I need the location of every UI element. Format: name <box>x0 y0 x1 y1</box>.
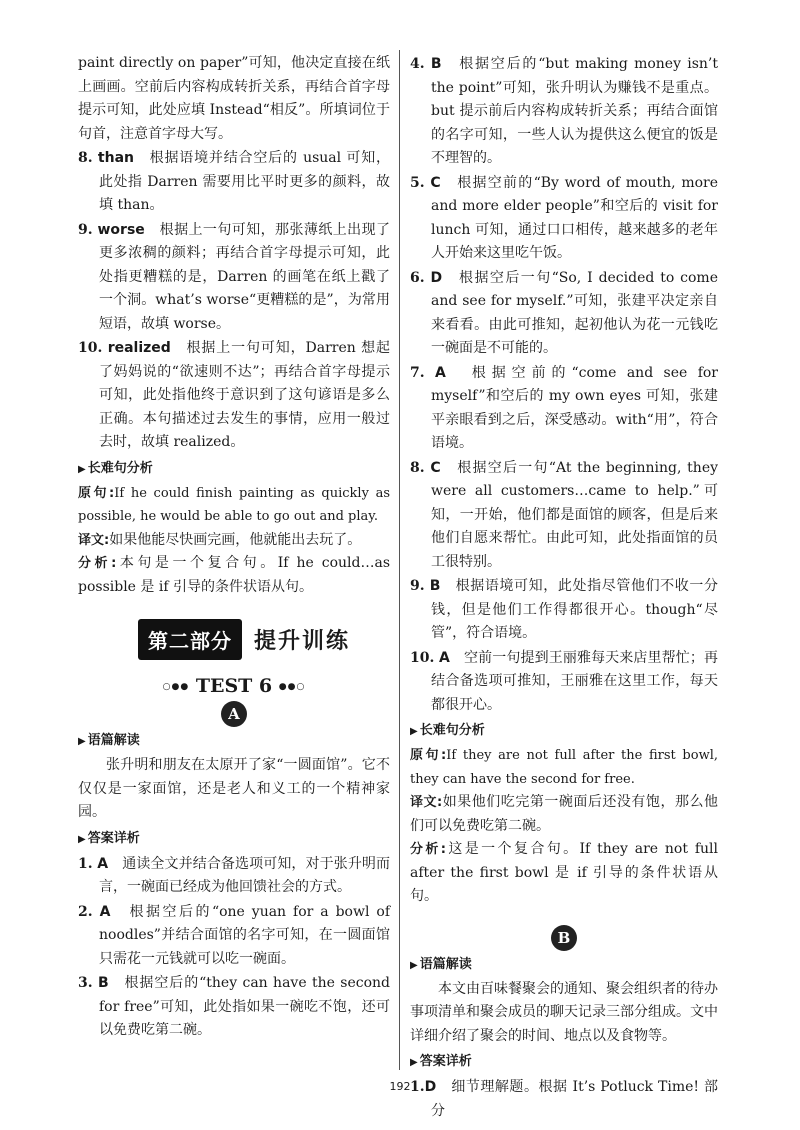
item-answer: than <box>97 150 134 166</box>
reading-summary: 本文由百味餐聚会的通知、聚会组织者的待办事项清单和聚会成员的聊天记录三部分组成。文中详细介绍了聚会的时间、地点以及食物等。 <box>410 980 718 1044</box>
item-explanation: 根据语境并结合空后的 usual 可知，此处指 Darren 需要用比平时更多的颜料，故填 than。 <box>99 150 391 213</box>
item-number: 8. <box>410 459 425 476</box>
item-answer: C <box>430 174 441 191</box>
item-number: 6. <box>410 269 425 286</box>
column-divider <box>399 50 400 1070</box>
list-item <box>410 362 718 456</box>
list-item <box>410 575 718 646</box>
item-answer: worse <box>97 221 145 238</box>
item-explanation: 根据上一句可知，那张薄纸上出现了更多浓稠的颜料；再结合首字母提示可知，此处指更糟糕的是，Darren 的画笔在纸上戳了一个洞。what’s worse“更糟糕的是”，为常用短语，故填 worse。 <box>99 221 391 332</box>
item-number: 1. <box>78 855 93 872</box>
item-number: 9. <box>78 221 93 238</box>
item-number: 9. <box>410 578 425 594</box>
item-answer: A <box>99 903 111 920</box>
vocab-answers <box>78 147 390 455</box>
item-number: 4. <box>410 56 425 72</box>
list-item <box>410 457 718 575</box>
triangle-icon: ▶ <box>78 736 86 747</box>
list-item: 1.D 细节理解题。根据 It’s Potluck Time! 部分 <box>410 1079 718 1119</box>
list-item <box>78 337 390 455</box>
item-number: 5. <box>410 174 425 191</box>
item-explanation: 根据空后的“they can have the second for free”可知，此处指如果一碗吃不饱，还可以免费吃第二碗。 <box>99 975 391 1038</box>
list-item <box>410 647 718 718</box>
triangle-icon: ▶ <box>78 463 86 475</box>
section-b-badge: B <box>551 925 577 951</box>
original-sentence: 原句:If they are not full after the first bowl, they can have the second for free. <box>410 748 718 787</box>
translation: 译文:如果他能尽快画完画，他就能出去玩了。 <box>78 531 362 548</box>
item-number: 2. <box>78 903 93 920</box>
item-answer: realized <box>107 340 171 356</box>
intro-paragraph: paint directly on paper”可知，他决定直接在纸上画画。空前后内容构成转折关系，再结合首字母提示可知，此处应填 Instead“相反”。所填词位于句首，注意首字母大写。 <box>78 55 390 142</box>
page-number: 192 <box>389 1080 411 1093</box>
list-item <box>78 147 390 218</box>
list-item <box>410 53 718 171</box>
section-a-badge: A <box>221 701 247 727</box>
item-explanation: 根据空后的“one yuan for a bowl of noodles”并结合面馆的名字可知，在一圆面馆只需花一元钱就可以吃一碗面。 <box>99 903 391 967</box>
item-number: 8. <box>78 150 93 166</box>
part-label: 第二部分 <box>138 619 242 660</box>
item-explanation: 根据空后一句“At the beginning, they were all customers…came to help.”可知，一开始，他们都是面馆的顾客，但是后来他们自愿来帮忙。由此可知，此处指面馆的员工很特别。 <box>431 459 719 570</box>
reading-heading: ▶ 语篇解读 <box>78 733 140 748</box>
list-item <box>78 972 390 1043</box>
item-answer: A <box>438 649 450 666</box>
item-explanation: 根据空后一句“So, I decided to come and see for myself.”可知，张建平决定亲自来看看。由此可推知，起初他认为花一元钱吃一碗面是不可能的。 <box>431 269 718 356</box>
list-item <box>410 172 718 266</box>
item-explanation: 根据上一句可知，Darren 想起了妈妈说的“欲速则不达”；再结合首字母提示可知，此处指他终于意识到了这句谚语是多么正确。本句描述过去发生的事情，应用一般过去时，故填 realized。 <box>99 340 390 450</box>
reading-heading: ▶ 语篇解读 <box>410 956 472 972</box>
left-column <box>78 52 390 1044</box>
analysis: 分析:本句是一个复合句。If he could…as possible 是 if 引导的条件状语从句。 <box>78 555 391 595</box>
list-item <box>410 267 718 361</box>
item-answer: B <box>429 578 441 594</box>
item-explanation: 通读全文并结合备选项可知，对于张升明而言，一碗面已经成为他回馈社会的方式。 <box>99 855 391 895</box>
part-title: 提升训练 <box>254 628 351 654</box>
item-answer: A <box>435 364 446 381</box>
list-item <box>78 901 390 972</box>
item-answer: B <box>98 975 109 991</box>
dots-icon: ○●● <box>162 682 190 692</box>
translation: 译文:如果他们吃完第一碗面后还没有饱，那么他们可以免费吃第二碗。 <box>410 794 719 834</box>
right-column <box>410 52 718 1124</box>
item-answer: B <box>430 56 442 72</box>
analysis: 分析:这是一个复合句。If they are not full after the first bowl 是 if 引导的条件状语从句。 <box>410 841 718 904</box>
item-answer: D <box>430 269 443 286</box>
item-answer: A <box>97 855 109 872</box>
item-number: 7. <box>410 364 425 381</box>
item-explanation: 空前一句提到王丽雅每天来店里帮忙；再结合备选项可推知，王丽雅在这里工作，每天都很开心。 <box>431 649 719 713</box>
item-number: 10. <box>410 649 435 666</box>
answers-heading: ▶ 答案详析 <box>410 1054 472 1069</box>
item-explanation: 根据语境可知，此处指尽管他们不收一分钱，但是他们工作得都很开心。though“尽管”，符合语境。 <box>431 578 719 641</box>
item-number: 3. <box>78 975 93 991</box>
item-answer: C <box>430 459 441 476</box>
triangle-icon: ▶ <box>410 959 418 971</box>
answer-list <box>410 53 718 717</box>
part-banner <box>138 617 390 661</box>
reading-summary: 张升明和朋友在太原开了家“一圆面馆”。它不仅仅是一家面馆，还是老人和义工的一个精神家园。 <box>78 757 390 820</box>
answers-heading: ▶ 答案详析 <box>78 830 140 846</box>
list-item <box>78 853 390 900</box>
triangle-icon: ▶ <box>410 1057 418 1068</box>
dots-icon: ●●○ <box>278 682 306 692</box>
long-sentence-heading: ▶ 长难句分析 <box>78 460 153 476</box>
item-number: 10. <box>78 340 103 356</box>
item-explanation: 根据空前的“come and see for myself”和空后的 my own eyes 可知，张建平亲眼看到之后，深受感动。with“用”，符合语境。 <box>431 364 718 451</box>
item-explanation: 根据空前的“By word of mouth, more and more elder people”和空后的 visit for lunch 可知，通过口口相传，越来越多的老年人开始来这里吃午饭。 <box>431 174 719 261</box>
triangle-icon: ▶ <box>78 833 86 845</box>
long-sentence-heading: ▶ 长难句分析 <box>410 723 485 738</box>
triangle-icon: ▶ <box>410 726 418 737</box>
item-explanation: 根据空后的“but making money isn’t the point”可知，张升明认为赚钱不是重点。but 提示前后内容构成转折关系；再结合面馆的名字可知，一些人认为提供这么便宜的饭是不理智的。 <box>431 56 719 166</box>
list-item <box>78 219 390 337</box>
original-sentence: 原句:If he could finish painting as quickly as possible, he would be able to go out and play. <box>78 485 390 524</box>
answer-list <box>78 853 390 1043</box>
test-title: ○●● TEST 6 ●●○ <box>162 675 306 697</box>
